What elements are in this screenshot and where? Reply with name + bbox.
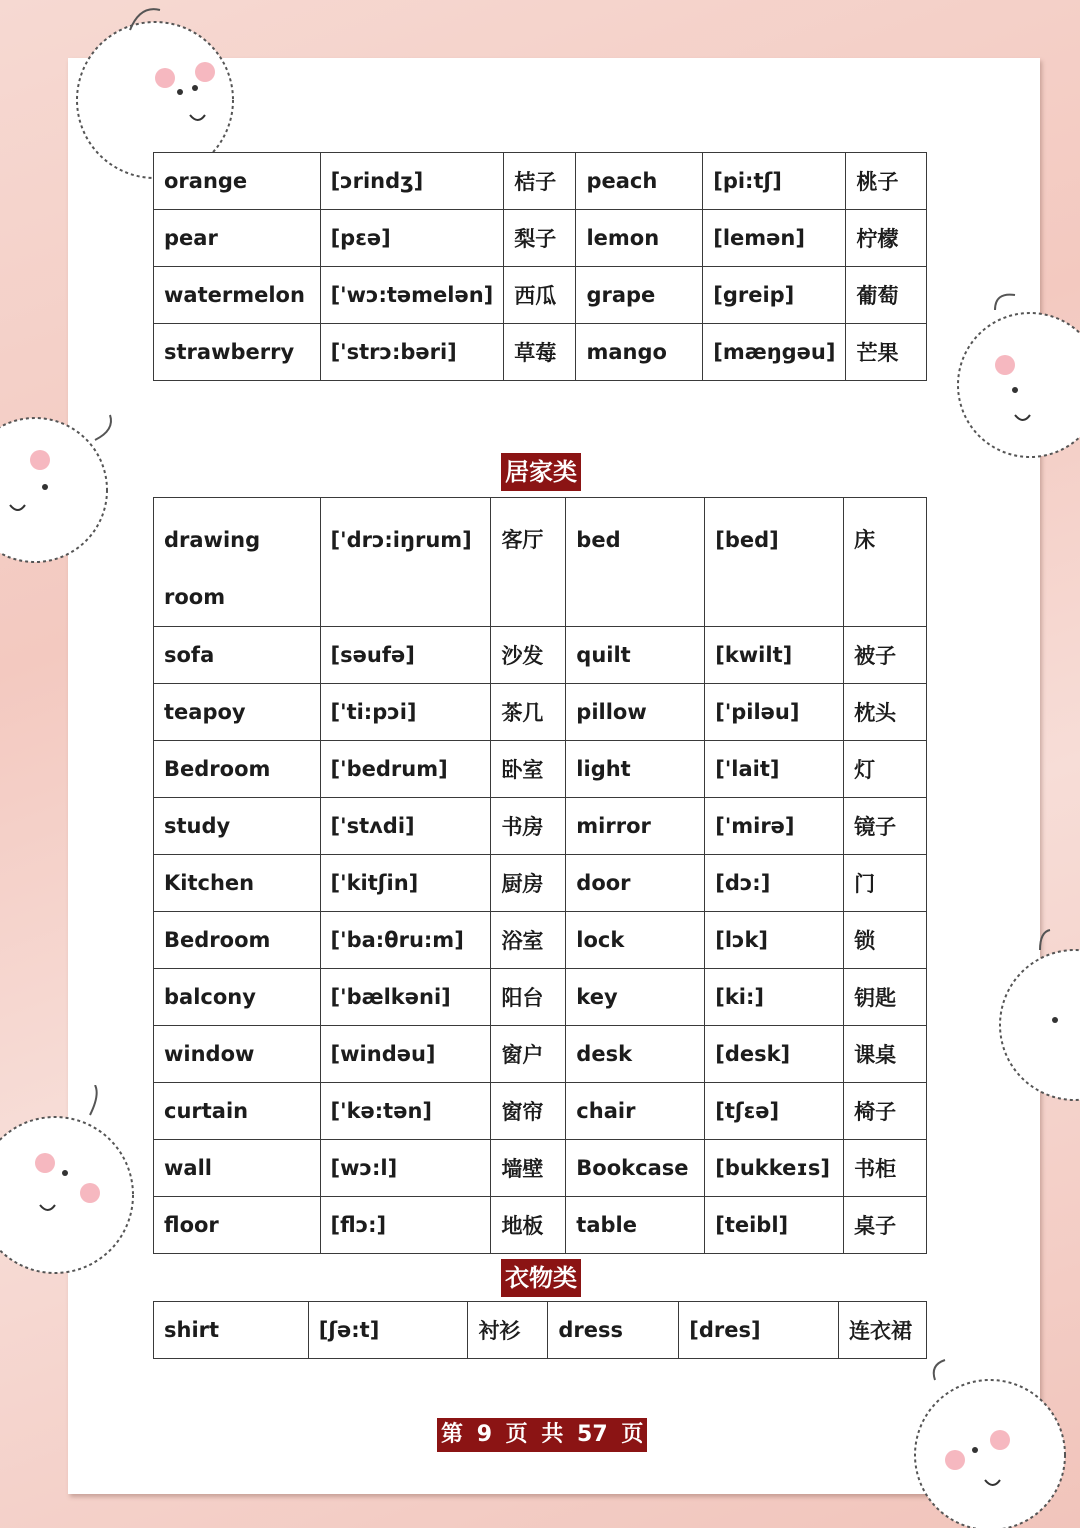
- clothes-section-heading: 衣物类: [501, 1259, 581, 1297]
- word-left-cell: balcony: [154, 969, 321, 1026]
- word-left-cell: drawing room: [154, 498, 321, 627]
- word-right-cell: bed: [566, 498, 705, 627]
- word-left-cell: Bedroom: [154, 741, 321, 798]
- word-right-cell: dress: [548, 1302, 679, 1359]
- phonetic-left-cell: ['kə:tən]: [320, 1083, 491, 1140]
- phonetic-right-cell: [bed]: [705, 498, 844, 627]
- table-row: [154, 969, 927, 1026]
- puffball-sticker-left-middle: [0, 395, 120, 580]
- home-section-heading: 居家类: [501, 453, 581, 491]
- phonetic-right-cell: [greip]: [703, 267, 846, 324]
- table-row: [154, 684, 927, 741]
- table-row: [154, 855, 927, 912]
- word-left-cell: watermelon: [154, 267, 321, 324]
- word-right-cell: quilt: [566, 627, 705, 684]
- table-row: [154, 153, 927, 210]
- table-row: [154, 1197, 927, 1254]
- word-right-cell: mirror: [566, 798, 705, 855]
- meaning-left-cell: 地板: [491, 1197, 566, 1254]
- phonetic-left-cell: ['ti:pɔi]: [320, 684, 491, 741]
- phonetic-left-cell: [flɔ:]: [320, 1197, 491, 1254]
- meaning-left-cell: 卧室: [491, 741, 566, 798]
- phonetic-right-cell: [tʃɛə]: [705, 1083, 844, 1140]
- meaning-right-cell: 葡萄: [846, 267, 927, 324]
- word-right-cell: light: [566, 741, 705, 798]
- fruit-vocab-table: [153, 152, 927, 381]
- table-row: [154, 798, 927, 855]
- word-left-cell: curtain: [154, 1083, 321, 1140]
- phonetic-right-cell: [teibl]: [705, 1197, 844, 1254]
- meaning-left-cell: 茶几: [491, 684, 566, 741]
- word-left-cell: sofa: [154, 627, 321, 684]
- phonetic-right-cell: [lemən]: [703, 210, 846, 267]
- meaning-right-cell: 连衣裙: [838, 1302, 926, 1359]
- total-page-count: 57: [577, 1422, 608, 1447]
- word-left-cell: Bedroom: [154, 912, 321, 969]
- table-row: [154, 267, 927, 324]
- phonetic-right-cell: [lɔk]: [705, 912, 844, 969]
- table-row: [154, 210, 927, 267]
- phonetic-right-cell: [desk]: [705, 1026, 844, 1083]
- phonetic-left-cell: [wɔ:l]: [320, 1140, 491, 1197]
- phonetic-left-cell: ['kitʃin]: [320, 855, 491, 912]
- meaning-left-cell: 客厅: [491, 498, 566, 627]
- meaning-left-cell: 窗帘: [491, 1083, 566, 1140]
- home-vocab-table: [153, 497, 927, 1254]
- meaning-right-cell: 灯: [844, 741, 927, 798]
- phonetic-right-cell: [ki:]: [705, 969, 844, 1026]
- word-right-cell: Bookcase: [566, 1140, 705, 1197]
- word-right-cell: chair: [566, 1083, 705, 1140]
- meaning-left-cell: 厨房: [491, 855, 566, 912]
- puffball-sticker-bottom-right: [905, 1355, 1080, 1528]
- word-left-cell: Kitchen: [154, 855, 321, 912]
- word-right-cell: grape: [576, 267, 703, 324]
- meaning-left-cell: 窗户: [491, 1026, 566, 1083]
- phonetic-right-cell: ['lait]: [705, 741, 844, 798]
- footer-middle: 页 共: [505, 1422, 564, 1447]
- table-row: [154, 1302, 927, 1359]
- meaning-right-cell: 门: [844, 855, 927, 912]
- meaning-right-cell: 芒果: [846, 324, 927, 381]
- word-right-cell: lock: [566, 912, 705, 969]
- meaning-right-cell: 锁: [844, 912, 927, 969]
- meaning-left-cell: 墙壁: [491, 1140, 566, 1197]
- meaning-left-cell: 梨子: [504, 210, 576, 267]
- table-row: [154, 1140, 927, 1197]
- word-left-cell: strawberry: [154, 324, 321, 381]
- phonetic-left-cell: ['bedrum]: [320, 741, 491, 798]
- table-row: [154, 1026, 927, 1083]
- phonetic-left-cell: [pɛə]: [320, 210, 504, 267]
- word-right-cell: door: [566, 855, 705, 912]
- word-left-cell: window: [154, 1026, 321, 1083]
- word-left-cell: floor: [154, 1197, 321, 1254]
- meaning-left-cell: 草莓: [504, 324, 576, 381]
- word-right-cell: mango: [576, 324, 703, 381]
- meaning-right-cell: 镜子: [844, 798, 927, 855]
- meaning-left-cell: 西瓜: [504, 267, 576, 324]
- word-right-cell: table: [566, 1197, 705, 1254]
- word-left-cell: shirt: [154, 1302, 309, 1359]
- meaning-right-cell: 桌子: [844, 1197, 927, 1254]
- phonetic-left-cell: ['ba:θru:m]: [320, 912, 491, 969]
- page-number-footer: [437, 1418, 647, 1452]
- meaning-left-cell: 书房: [491, 798, 566, 855]
- table-row: [154, 627, 927, 684]
- phonetic-right-cell: ['mirə]: [705, 798, 844, 855]
- meaning-left-cell: 浴室: [491, 912, 566, 969]
- footer-prefix: 第: [441, 1422, 464, 1447]
- meaning-right-cell: 柠檬: [846, 210, 927, 267]
- phonetic-right-cell: [pi:tʃ]: [703, 153, 846, 210]
- meaning-right-cell: 桃子: [846, 153, 927, 210]
- phonetic-left-cell: ['strɔ:bəri]: [320, 324, 504, 381]
- word-left-cell: orange: [154, 153, 321, 210]
- table-row: [154, 324, 927, 381]
- meaning-right-cell: 床: [844, 498, 927, 627]
- phonetic-left-cell: ['stʌdi]: [320, 798, 491, 855]
- phonetic-left-cell: ['bælkəni]: [320, 969, 491, 1026]
- phonetic-left-cell: ['drɔ:iŋrum]: [320, 498, 491, 627]
- meaning-right-cell: 枕头: [844, 684, 927, 741]
- word-left-cell: wall: [154, 1140, 321, 1197]
- word-right-cell: key: [566, 969, 705, 1026]
- meaning-right-cell: 被子: [844, 627, 927, 684]
- table-row: [154, 498, 927, 627]
- word-right-cell: lemon: [576, 210, 703, 267]
- phonetic-right-cell: [bukkeɪs]: [705, 1140, 844, 1197]
- phonetic-left-cell: ['wɔ:təmelən]: [320, 267, 504, 324]
- table-row: [154, 912, 927, 969]
- footer-suffix: 页: [621, 1422, 644, 1447]
- phonetic-right-cell: [dres]: [679, 1302, 839, 1359]
- word-right-cell: pillow: [566, 684, 705, 741]
- phonetic-left-cell: [ɔrindʒ]: [320, 153, 504, 210]
- phonetic-left-cell: [ʃə:t]: [308, 1302, 468, 1359]
- meaning-right-cell: 椅子: [844, 1083, 927, 1140]
- table-row: [154, 1083, 927, 1140]
- meaning-right-cell: 钥匙: [844, 969, 927, 1026]
- word-right-cell: peach: [576, 153, 703, 210]
- word-left-cell: pear: [154, 210, 321, 267]
- table-row: [154, 741, 927, 798]
- meaning-left-cell: 衬衫: [468, 1302, 548, 1359]
- puffball-sticker-right-middle: [995, 925, 1080, 1115]
- meaning-right-cell: 课桌: [844, 1026, 927, 1083]
- meaning-right-cell: 书柜: [844, 1140, 927, 1197]
- phonetic-right-cell: [kwilt]: [705, 627, 844, 684]
- puffball-sticker-right-top: [945, 290, 1080, 470]
- current-page-number: 9: [476, 1422, 492, 1447]
- meaning-left-cell: 阳台: [491, 969, 566, 1026]
- phonetic-right-cell: ['piləu]: [705, 684, 844, 741]
- meaning-left-cell: 沙发: [491, 627, 566, 684]
- phonetic-left-cell: [səufə]: [320, 627, 491, 684]
- puffball-sticker-left-bottom: [0, 1085, 145, 1285]
- meaning-left-cell: 桔子: [504, 153, 576, 210]
- word-right-cell: desk: [566, 1026, 705, 1083]
- phonetic-left-cell: [windəu]: [320, 1026, 491, 1083]
- phonetic-right-cell: [mæŋgəu]: [703, 324, 846, 381]
- clothes-vocab-table: [153, 1301, 927, 1359]
- word-left-cell: teapoy: [154, 684, 321, 741]
- word-left-cell: study: [154, 798, 321, 855]
- phonetic-right-cell: [dɔ:]: [705, 855, 844, 912]
